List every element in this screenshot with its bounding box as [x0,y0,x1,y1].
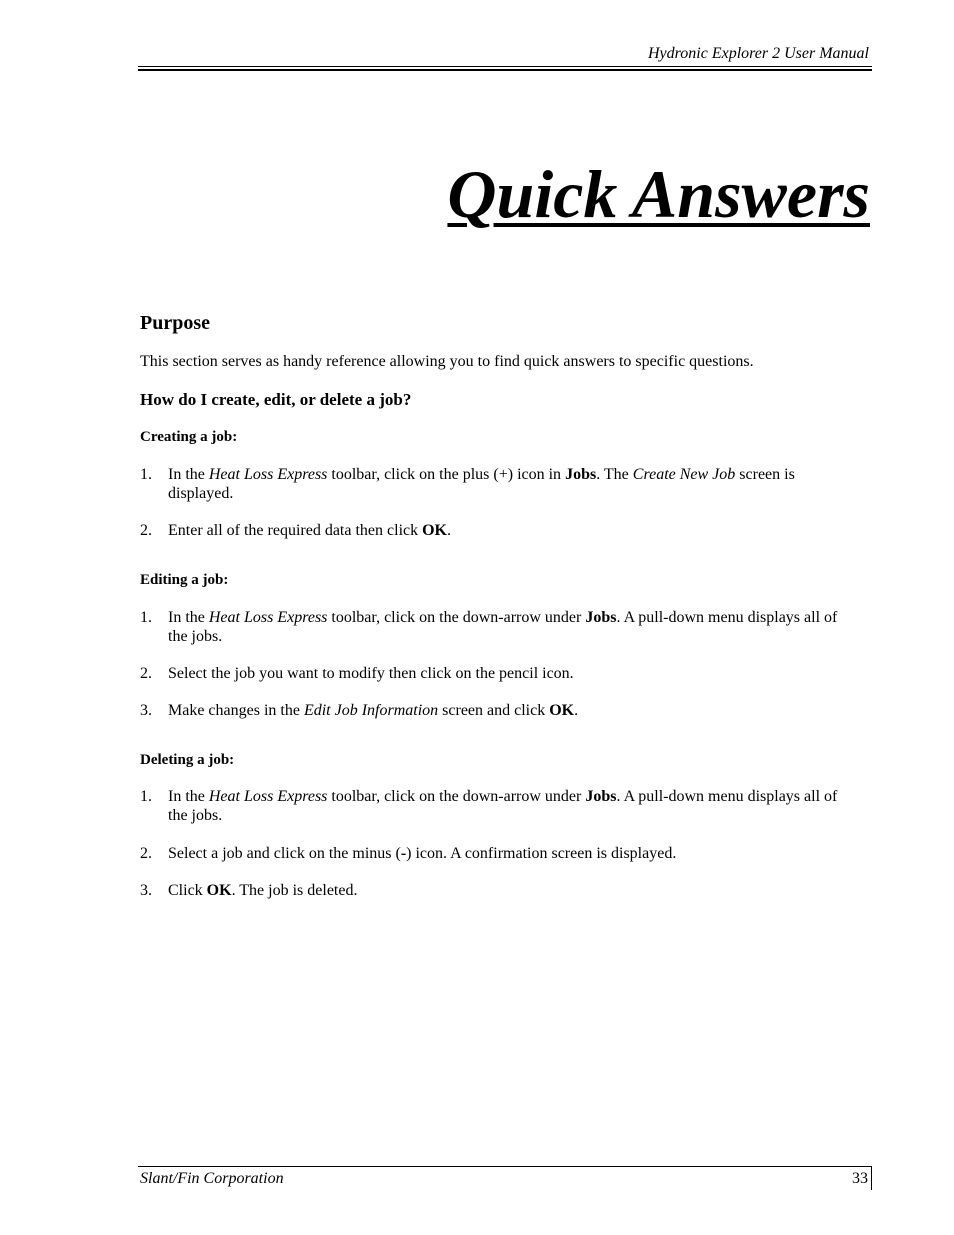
deleting-step-2: 2. Select a job and click on the minus (-) icon. A confirmation screen is displayed. [140,845,677,862]
question-heading: How do I create, edit, or delete a job? [140,390,412,409]
deleting-step-1: 1. In the Heat Loss Express toolbar, click on the down-arrow under Jobs. A pull-down menu displays all of the jobs. [140,788,838,824]
footer-rule [138,1166,872,1167]
footer-company: Slant/Fin Corporation [140,1170,284,1187]
step-number: 2. [140,665,152,682]
creating-step-1: 1. In the Heat Loss Express toolbar, click on the plus (+) icon in Jobs. The Create New Job screen is displayed. [140,466,795,502]
step-number: 1. [140,466,152,483]
creating-heading: Creating a job: [140,429,238,445]
creating-step-2: 2. Enter all of the required data then click OK. [140,522,451,539]
deleting-heading: Deleting a job: [140,752,235,768]
editing-heading: Editing a job: [140,572,229,588]
header-rule [138,66,872,67]
step-number: 2. [140,522,152,539]
purpose-heading: Purpose [140,312,210,334]
editing-step-3: 3. Make changes in the Edit Job Information screen and click OK. [140,702,579,719]
step-number: 3. [140,702,152,719]
step-number: 1. [140,609,152,626]
step-number: 1. [140,788,152,805]
editing-step-1: 1. In the Heat Loss Express toolbar, click on the down-arrow under Jobs. A pull-down menu displays all of the jobs. [140,609,838,645]
step-number: 3. [140,882,152,899]
chapter-title: Quick Answers [447,156,870,232]
header-rule-thick [138,69,872,71]
running-header: Hydronic Explorer 2 User Manual [648,45,869,62]
step-number: 2. [140,845,152,862]
purpose-text: This section serves as handy reference allowing you to find quick answers to specific questions. [140,353,754,370]
editing-step-2: 2. Select the job you want to modify then click on the pencil icon. [140,665,574,682]
footer-vertical-rule [871,1166,872,1190]
page-number: 33 [852,1170,868,1187]
deleting-step-3: 3. Click OK. The job is deleted. [140,882,358,899]
